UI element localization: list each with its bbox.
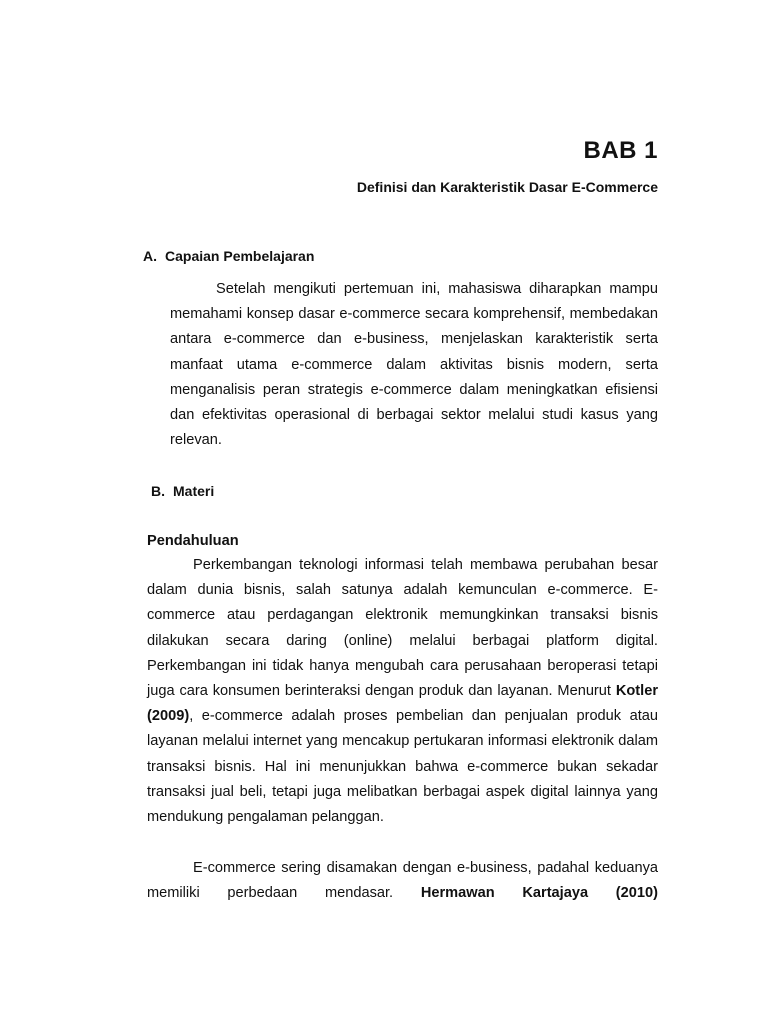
ecommerce-vs-ebusiness-paragraph (147, 856, 658, 906)
second-text-part1: E-commerce sering disamakan dengan e-business, padahal keduanya memiliki perbedaan mendasar. (147, 860, 658, 902)
section-a-title: Capaian Pembelajaran (165, 248, 315, 264)
intro-text-part2: , e-commerce adalah proses pembelian dan penjualan produk atau layanan melalui internet yang mencakup pertukaran informasi elektronik dalam transaksi bisnis. Hal ini menunjukkan bahwa e-commerce bukan sekadar transaksi jual beli, tetapi juga melibatkan berbagai aspek digital lainnya yang mendukung pengalaman pelanggan. (147, 708, 658, 826)
section-b-letter: B. (151, 483, 165, 499)
intro-text-part1: Perkembangan teknologi informasi telah membawa perubahan besar dalam dunia bisnis, salah satunya adalah kemunculan e-commerce. E-commerce atau perdagangan elektronik memungkinkan transaksi bisnis dilakukan secara daring (online) melalui berbagai platform digital. Perkembangan ini tidak hanya mengubah cara perusahaan beroperasi tetapi juga cara konsumen berinteraksi dengan produk dan layanan. Menurut (147, 557, 658, 700)
second-citation-kartajaya: Hermawan Kartajaya (2010) (420, 885, 658, 902)
section-a-letter: A. (143, 248, 157, 264)
section-a-heading (143, 248, 314, 264)
intro-citation-kotler: Kotler (2009) (147, 683, 658, 725)
introduction-subheading: Pendahuluan (147, 533, 239, 549)
chapter-subtitle: Definisi dan Karakteristik Dasar E-Commerce (356, 179, 658, 195)
chapter-title: BAB 1 (583, 137, 658, 164)
section-b-heading (151, 483, 214, 499)
section-b-title: Materi (173, 483, 215, 499)
learning-outcomes-paragraph: Setelah mengikuti pertemuan ini, mahasiswa diharapkan mampu memahami konsep dasar e-commerce secara komprehensif, membedakan antara e-commerce dan e-business, menjelaskan karakteristik serta manfaat utama e-commerce dalam aktivitas bisnis modern, serta menganalisis peran strategis e-commerce dalam meningkatkan efisiensi dan efektivitas operasional di berbagai sektor melalui studi kasus yang relevan. (170, 281, 658, 449)
introduction-paragraph (147, 553, 658, 830)
